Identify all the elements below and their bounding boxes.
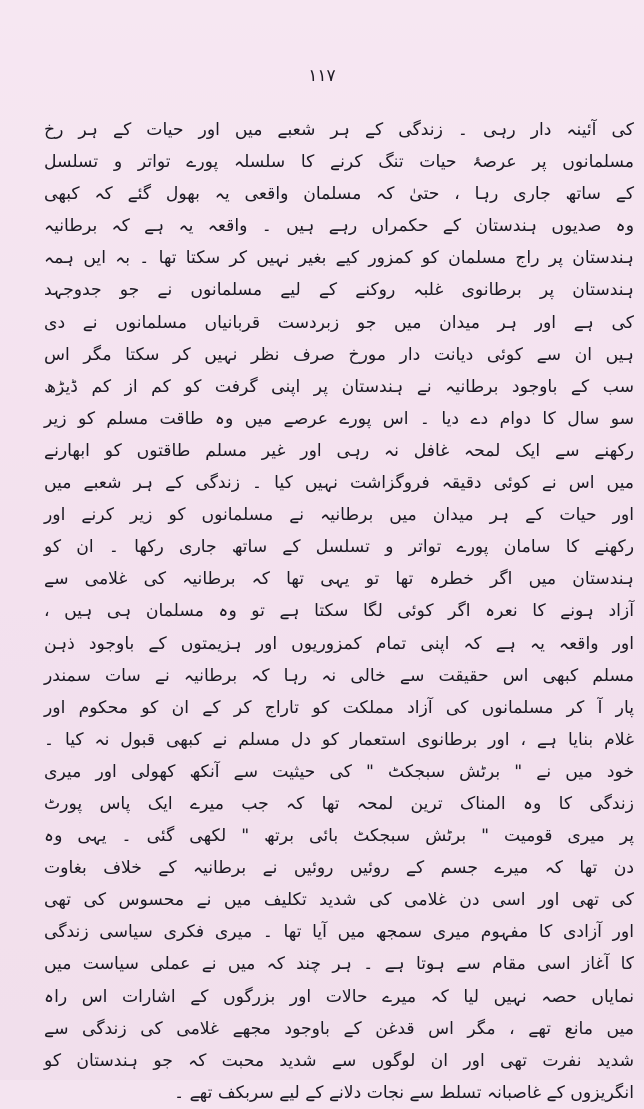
text-line: خود میں نے " برٹش سبجکٹ " کی حیثیت سے آنکھ کھولی اور میری [44,761,634,782]
text-line: کی ہے اور ہر میدان میں جو زبردست قربانیاں مسلمانوں نے دی [44,312,634,333]
text-line: کے ساتھ جاری رہا ، حتیٰ کہ مسلمان واقعی یہ بھول گئے کہ کبھی [44,184,634,205]
text-line: ہیں ان سے کوئی دیانت دار مورخ صرف نظر نہیں کر سکتا مگر اس [44,344,634,365]
text-line: نمایاں حصہ نہیں لیا کہ میرے حالات اور بزرگوں کے اشارات اس راہ [44,986,634,1007]
text-line: رکھنے کا سامان پورے تواتر و تسلسل کے ساتھ جاری رکھا ۔ ان کو [44,537,634,558]
text-line: میں اس نے کوئی دقیقہ فروگزاشت نہیں کیا ۔ زندگی کے ہر شعبے میں [44,473,634,494]
text-line: سو سال کا دوام دے دیا ۔ اس پورے عرصے میں وہ طاقت مسلم کو زیر [44,408,634,429]
text-line: رکھنے سے ایک لمحہ غافل نہ رہی اور غیر مسلم طاقتوں کو ابھارنے [44,440,634,461]
page-number: ۱۱۷ [308,66,336,86]
text-line: اور حیات کے ہر میدان میں برطانیہ نے مسلمانوں کو زیر کرنے اور [44,505,634,526]
text-line: میں مانع تھے ، مگر اس قدغن کے باوجود مجھے غلامی کی زندگی سے [44,1018,634,1039]
text-line: کی آئینہ دار رہی ۔ زندگی کے ہر شعبے میں اور حیات کے ہر رخ [44,120,634,140]
text-line: ہندستان پر برطانوی غلبہ روکنے کے لیے مسلمانوں نے جو جدوجہد [44,280,634,301]
body-text [44,114,634,1109]
text-line: ہندستان میں اگر خطرہ تھا تو یہی تھا کہ برطانیہ کی غلامی سے [44,569,634,590]
text-line: اور آزادی کا مفہوم میری سمجھ میں آیا تھا ۔ میری فکری سیاسی زندگی [44,922,634,943]
text-line: ہندستان پر راج مسلمان کو کمزور کیے بغیر نہیں کر سکتا تھا ۔ بہ ایں ہمہ [44,248,634,269]
text-line: مسلم کبھی اس حقیقت سے خالی نہ رہا کہ برطانیہ نے سات سمندر [44,665,634,686]
text-line: اور واقعہ یہ ہے کہ اپنی تمام کمزوریوں اور ہزیمتوں کے باوجود ذہن [44,633,634,654]
text-line: دن تھا کہ میرے جسم کے روئیں روئیں نے برطانیہ کے خلاف بغاوت [44,858,634,879]
text-line: مسلمانوں پر عرصۂ حیات تنگ کرنے کا سلسلہ پورے تواتر و تسلسل [44,152,634,173]
text-line: کا آغاز اسی مقام سے ہوتا ہے ۔ ہر چند کہ میں نے عملی سیاست میں [44,954,634,975]
text-line: پار آ کر مسلمانوں کی آزاد مملکت کو تاراج کر کے ان کو محکوم اور [44,697,634,718]
text-line: وہ صدیوں ہندستان کے حکمراں رہے ہیں ۔ واقعہ یہ ہے کہ برطانیہ [44,216,634,237]
text-line: پر میری قومیت " برٹش سبجکٹ بائی برتھ " لکھی گئی ۔ یہی وہ [44,826,634,847]
text-line: غلام بنایا ہے ، اور برطانوی استعمار کو دل مسلم نے کبھی قبول نہ کیا ۔ [44,729,634,750]
text-line: انگریزوں کے غاصبانہ تسلط سے نجات دلانے کے لیے سربکف تھے ۔ [174,1082,634,1103]
text-line: کی تھی اور اسی دن غلامی کی شدید تکلیف میں نے محسوس کی تھی [44,890,634,911]
text-line: سب کے باوجود برطانیہ نے ہندستان پر اپنی گرفت کو کم از کم ڈیڑھ [44,376,634,397]
text-line: شدید نفرت تھی اور ان لوگوں سے شدید محبت کہ جو ہندستان کو [44,1050,634,1071]
text-line: آزاد ہونے کا نعرہ اگر کوئی لگا سکتا ہے تو وہ مسلمان ہی ہیں ، [44,601,634,622]
text-line: زندگی کا وہ المناک ترین لمحہ تھا کہ جب میرے ایک پاس پورٹ [44,793,634,814]
